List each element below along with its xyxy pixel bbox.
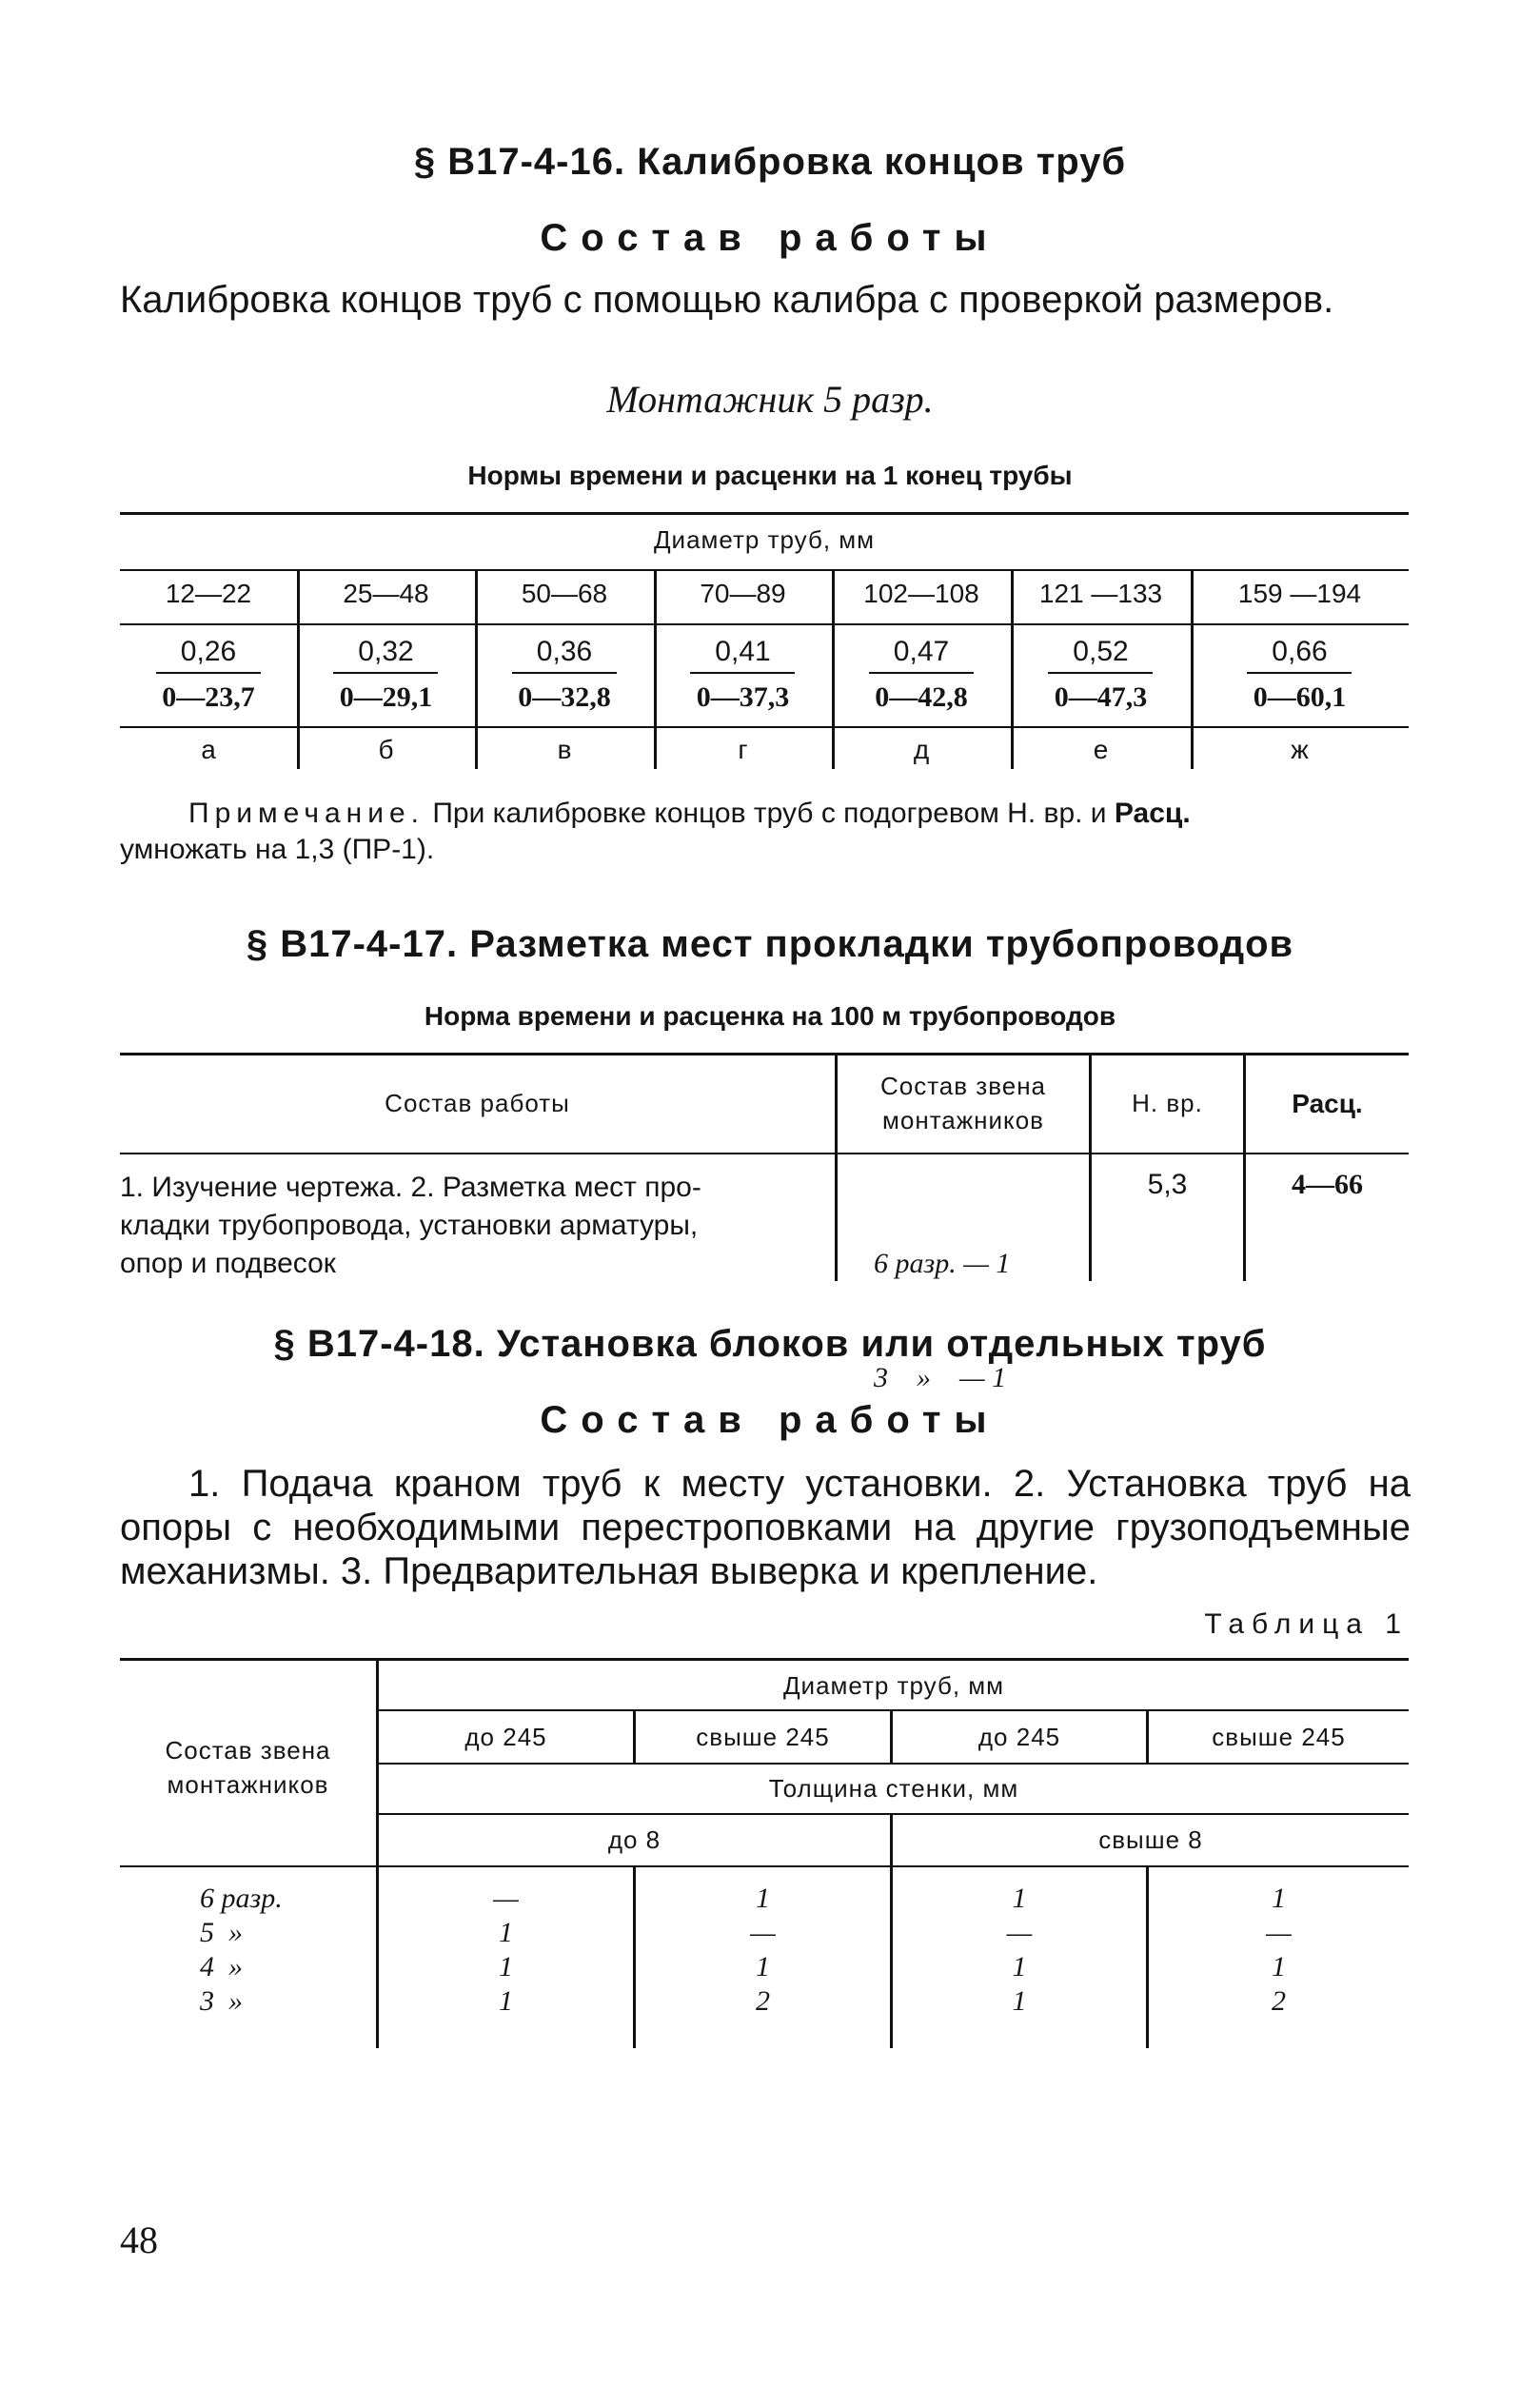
header-norm: Н. вр. — [1132, 1089, 1203, 1117]
cell-value: 1 — [1012, 1883, 1027, 1914]
column-letter: а — [201, 735, 216, 764]
section-subtitle-work-composition: Состав работы — [540, 1399, 1000, 1441]
time-norm: 0,32 — [358, 636, 414, 667]
col-header: 25—48 — [343, 579, 429, 608]
diameter-header: Диаметр труб, мм — [782, 1671, 1005, 1700]
wall-header: Толщина стенки, мм — [768, 1774, 1019, 1803]
time-norm: 0,66 — [1272, 636, 1328, 667]
column-letter: г — [738, 735, 748, 764]
table-note — [120, 796, 1411, 868]
wall-col: до 8 — [607, 1825, 661, 1854]
column-letter: д — [913, 735, 930, 764]
column-letter: в — [557, 735, 572, 764]
col-header: 121 —133 — [1038, 579, 1163, 608]
header-rate: Расц. — [1292, 1089, 1363, 1118]
cell-value: 2 — [756, 1985, 770, 2017]
cell-value: — — [493, 1883, 519, 1914]
row-label: 4 » — [200, 1951, 243, 1982]
table-caption: Нормы времени и расценки на 1 конец трубы — [467, 461, 1073, 490]
section-subtitle-work-composition: Состав работы — [540, 217, 1000, 259]
cell-value: — — [1006, 1917, 1033, 1948]
cell-value: 1 — [499, 1951, 513, 1982]
note-text: При калибровке концов труб с подогревом Н. вр. и — [424, 798, 1115, 829]
work-description: 1. Подача краном труб к месту установки. 2. Установка труб на опоры с необходимыми перестроповками на другие грузоподъемные механизмы. 3. Предварительная выверка и крепление. — [120, 1463, 1411, 1592]
wall-col: свыше 8 — [1098, 1825, 1203, 1854]
row-label: 6 разр. — [200, 1883, 283, 1914]
norm-value: 5,3 — [1147, 1169, 1188, 1200]
header-crew-1: Состав звена — [879, 1072, 1047, 1100]
rate-value: 0—37,3 — [696, 681, 790, 713]
col-header: 50—68 — [521, 579, 608, 608]
col-header: 159 —194 — [1237, 579, 1362, 608]
time-norm: 0,41 — [715, 636, 771, 667]
crew-header-2: монтажников — [167, 1770, 329, 1799]
time-norm: 0,52 — [1073, 636, 1129, 667]
worker-grade: Монтажник 5 разр. — [606, 378, 934, 421]
note-bold: Расц. — [1114, 798, 1191, 829]
col-header: 102—108 — [863, 579, 979, 608]
rate-value: 0—29,1 — [339, 681, 433, 713]
rate-value: 0—47,3 — [1054, 681, 1148, 713]
cell-value: 1 — [1012, 1951, 1027, 1982]
rate-value: 0—32,8 — [518, 681, 611, 713]
note-text-cont: умножать на 1,3 (ПР-1). — [120, 834, 435, 865]
crew-line: 3 » — 1 — [874, 1362, 1007, 1393]
diameter-col: до 245 — [464, 1723, 547, 1751]
table-caption: Норма времени и расценка на 100 м трубопроводов — [424, 1001, 1116, 1031]
section-title-b17-4-16: § В17-4-16. Калибровка концов труб — [413, 141, 1127, 183]
table-label: Таблица 1 — [1204, 1608, 1409, 1640]
rate-value: 0—23,7 — [162, 681, 255, 713]
diameter-col: свыше 245 — [1212, 1723, 1346, 1751]
cell-value: 1 — [1272, 1951, 1286, 1982]
column-letter: ж — [1291, 735, 1309, 764]
section-title-b17-4-17: § В17-4-17. Разметка мест прокладки трубопроводов — [246, 923, 1294, 965]
diameter-col: до 245 — [977, 1723, 1061, 1751]
row-label: 3 » — [200, 1985, 243, 2017]
col-header: 12—22 — [165, 579, 252, 608]
cell-value: 1 — [1012, 1985, 1027, 2017]
page-number: 48 — [120, 2219, 158, 2261]
section-title-b17-4-18: § В17-4-18. Установка блоков или отдельных труб — [273, 1323, 1267, 1365]
cell-value: 1 — [756, 1951, 770, 1982]
cell-value: 1 — [756, 1883, 770, 1914]
cell-value: 1 — [499, 1985, 513, 2017]
diameter-col: свыше 245 — [696, 1723, 830, 1751]
rate-value: 0—60,1 — [1253, 681, 1347, 713]
work-line: опор и подвесок — [120, 1248, 336, 1279]
time-norm: 0,47 — [893, 636, 950, 667]
time-norm: 0,36 — [536, 636, 593, 667]
rate-value: 4—66 — [1292, 1169, 1363, 1200]
column-letter: е — [1093, 735, 1109, 764]
cell-value: — — [750, 1917, 776, 1948]
header-work: Состав работы — [385, 1089, 570, 1117]
header-crew-2: монтажников — [882, 1106, 1044, 1134]
table-header-diameter: Диаметр труб, мм — [653, 525, 876, 554]
cell-value: — — [1266, 1917, 1292, 1948]
col-header: 70—89 — [700, 579, 786, 608]
crew-line: 6 разр. — 1 — [874, 1248, 1011, 1279]
column-letter: б — [378, 735, 394, 764]
cell-value: 1 — [499, 1917, 513, 1948]
time-norm: 0,26 — [180, 636, 237, 667]
work-line: 1. Изучение чертежа. 2. Разметка мест про- — [120, 1172, 701, 1203]
row-label: 5 » — [200, 1917, 243, 1948]
rate-value: 0—42,8 — [875, 681, 968, 713]
cell-value: 1 — [1272, 1883, 1286, 1914]
note-label: Примечание. — [188, 798, 424, 829]
cell-value: 2 — [1272, 1985, 1286, 2017]
work-description: Калибровка концов труб с помощью калибра с проверкой размеров. — [120, 279, 1334, 321]
work-line: кладки трубопровода, установки арматуры, — [120, 1210, 699, 1241]
work-description — [120, 1169, 824, 1283]
crew-header-1: Состав звена — [165, 1736, 331, 1765]
